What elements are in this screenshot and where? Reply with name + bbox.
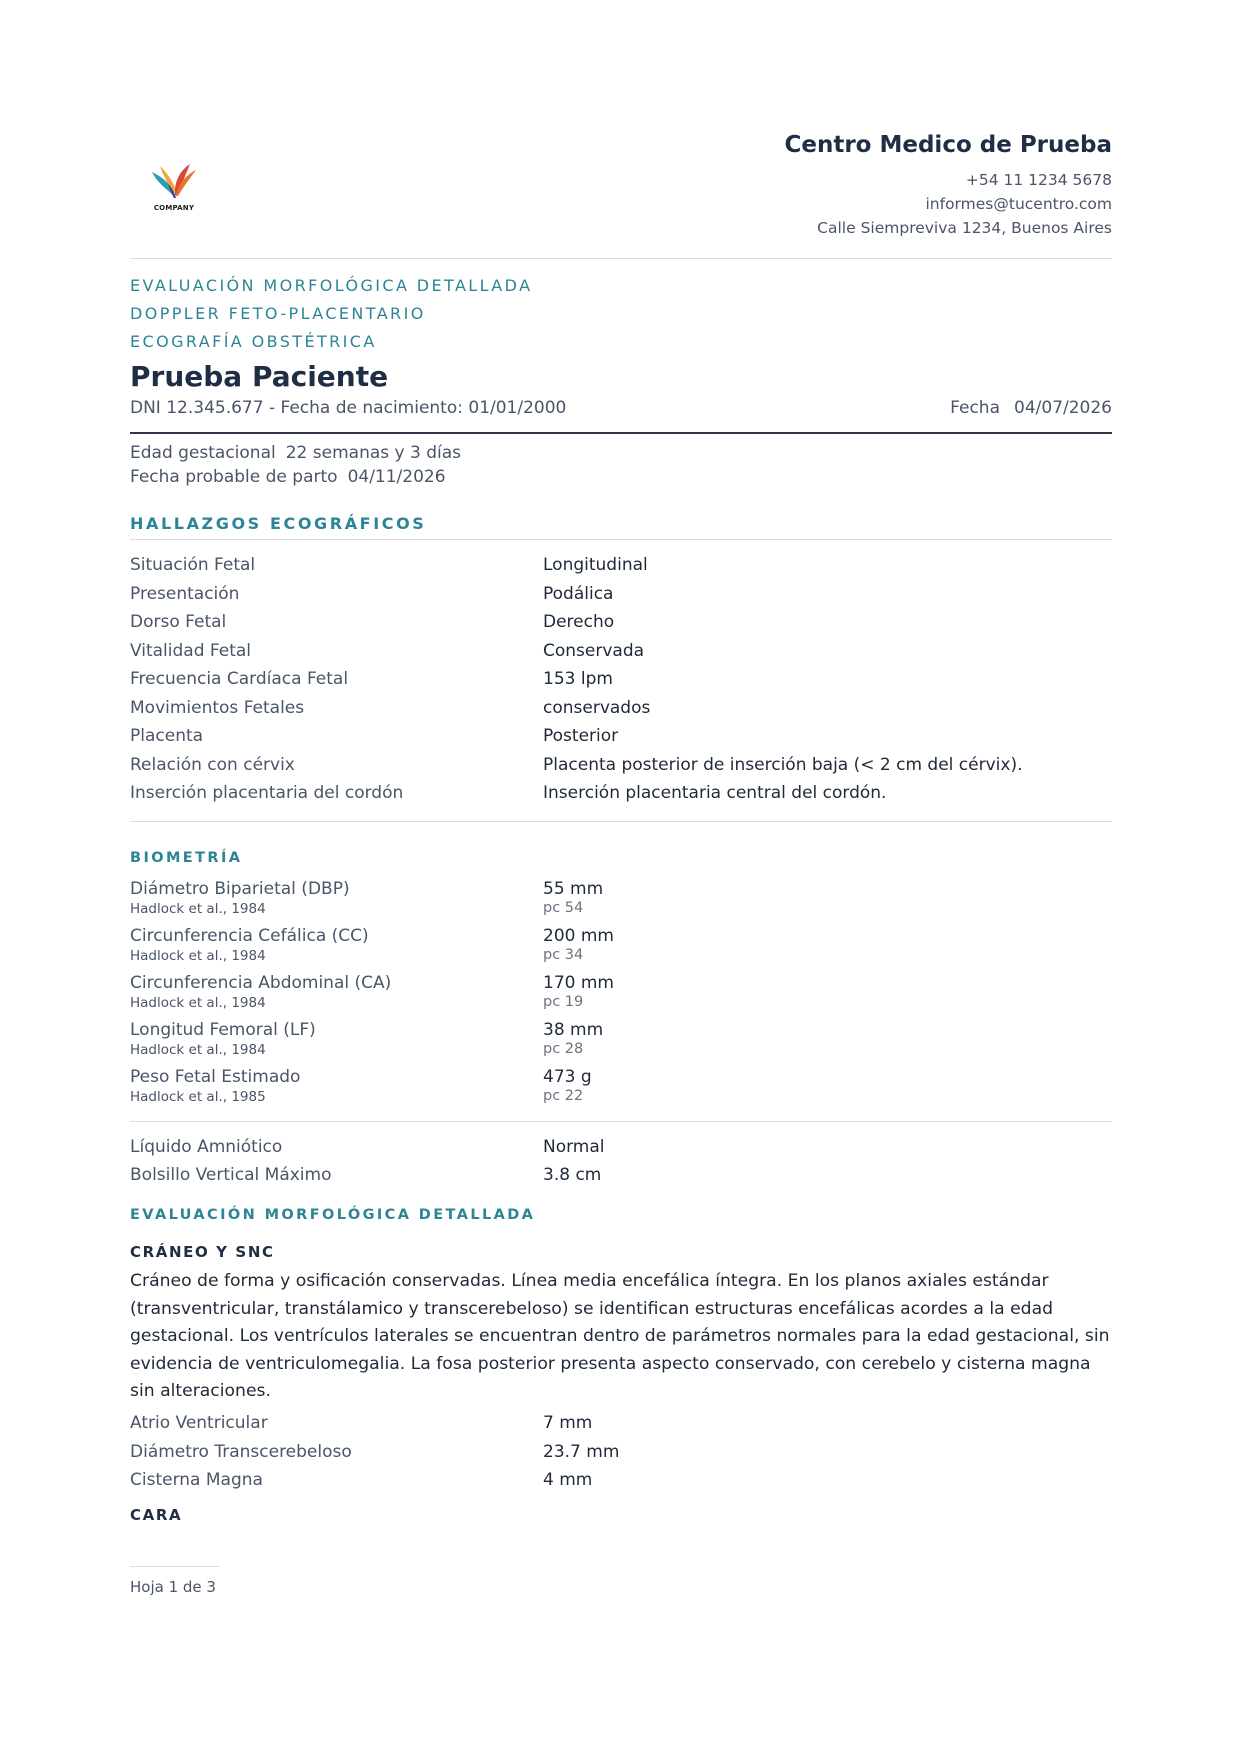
wing-logo-icon bbox=[146, 154, 202, 204]
due-date-label: Fecha probable de parto bbox=[130, 467, 338, 487]
clinic-name: Centro Medico de Prueba bbox=[784, 132, 1112, 158]
findings-value: Podálica bbox=[543, 583, 614, 604]
biometry-value: 55 mm bbox=[543, 879, 604, 899]
findings-value: Placenta posterior de inserción baja (< 2 cm del cérvix). bbox=[543, 754, 1023, 775]
findings-value: Derecho bbox=[543, 612, 615, 632]
biometry-title: BIOMETRÍA bbox=[130, 850, 243, 866]
logo-text: COMPANY bbox=[153, 204, 195, 212]
biometry-reference: Hadlock et al., 1985 bbox=[130, 1089, 266, 1105]
findings-value: Posterior bbox=[543, 726, 619, 746]
biometry-value: 200 mm bbox=[543, 926, 614, 946]
findings-row bbox=[130, 612, 1112, 640]
amniotic-label: Bolsillo Vertical Máximo bbox=[130, 1165, 332, 1185]
biometry-percentile: pc 19 bbox=[543, 994, 584, 1010]
biometry-percentile: pc 54 bbox=[543, 900, 584, 916]
divider bbox=[130, 539, 1112, 540]
findings-row bbox=[130, 669, 1112, 697]
biometry-row bbox=[130, 1067, 1112, 1113]
amniotic-label: Líquido Amniótico bbox=[130, 1137, 283, 1157]
gestational-age-value: 22 semanas y 3 días bbox=[285, 443, 461, 463]
findings-label: Dorso Fetal bbox=[130, 612, 227, 632]
due-date-value: 04/11/2026 bbox=[347, 467, 446, 487]
report-date-value: 04/07/2026 bbox=[1014, 398, 1112, 418]
biometry-value: 38 mm bbox=[543, 1020, 604, 1040]
biometry-label: Peso Fetal Estimado bbox=[130, 1067, 301, 1087]
amniotic-row bbox=[130, 1165, 1112, 1193]
amniotic-row bbox=[130, 1137, 1112, 1165]
findings-value: Longitudinal bbox=[543, 555, 648, 575]
due-date bbox=[130, 467, 446, 487]
biometry-percentile: pc 22 bbox=[543, 1088, 584, 1104]
report-date-label: Fecha bbox=[950, 398, 1001, 418]
skull-description: Cráneo de forma y osificación conservadas. Línea media encefálica íntegra. En los planos axiales estándar (transventricular, transtálamico y transcerebeloso) se identifican estructuras encefálicas acordes a la edad gestacional. Los ventrículos laterales se encuentran dentro de parámetros normales para la edad gestacional, sin evidencia de ventriculomegalia. La fosa posterior presenta aspecto conservado, con cerebelo y cisterna magna sin alteraciones. bbox=[130, 1271, 1110, 1402]
findings-label: Movimientos Fetales bbox=[130, 697, 305, 718]
findings-label: Placenta bbox=[130, 726, 204, 746]
findings-label: Situación Fetal bbox=[130, 555, 256, 575]
findings-label: Vitalidad Fetal bbox=[130, 640, 252, 661]
biometry-value: 170 mm bbox=[543, 973, 614, 993]
findings-row bbox=[130, 698, 1112, 726]
biometry-label: Circunferencia Cefálica (CC) bbox=[130, 926, 369, 946]
divider bbox=[130, 432, 1112, 434]
biometry-row bbox=[130, 1020, 1112, 1066]
skull-row bbox=[130, 1470, 1112, 1498]
divider bbox=[130, 1121, 1112, 1122]
divider bbox=[130, 821, 1112, 822]
skull-row bbox=[130, 1442, 1112, 1470]
report-header bbox=[130, 130, 1112, 259]
study-item: EVALUACIÓN MORFOLÓGICA DETALLADA bbox=[130, 276, 533, 295]
face-title: CARA bbox=[130, 1506, 183, 1524]
biometry-value: 473 g bbox=[543, 1067, 592, 1087]
skull-value: 7 mm bbox=[543, 1413, 593, 1433]
findings-row bbox=[130, 726, 1112, 754]
skull-row bbox=[130, 1413, 1112, 1441]
biometry-reference: Hadlock et al., 1984 bbox=[130, 948, 266, 964]
skull-title: CRÁNEO Y SNC bbox=[130, 1243, 275, 1261]
footer-divider bbox=[130, 1566, 220, 1567]
clinic-address: Calle Siempreviva 1234, Buenos Aires bbox=[817, 219, 1112, 237]
findings-title: HALLAZGOS ECOGRÁFICOS bbox=[130, 514, 427, 533]
skull-label: Atrio Ventricular bbox=[130, 1413, 268, 1433]
findings-value: conservados bbox=[543, 697, 651, 718]
morphology-title: EVALUACIÓN MORFOLÓGICA DETALLADA bbox=[130, 1207, 536, 1223]
findings-value: 153 lpm bbox=[543, 669, 613, 689]
findings-row bbox=[130, 755, 1112, 783]
biometry-reference: Hadlock et al., 1984 bbox=[130, 901, 266, 917]
clinic-email: informes@tucentro.com bbox=[925, 195, 1112, 213]
amniotic-value: 3.8 cm bbox=[543, 1165, 602, 1185]
biometry-percentile: pc 34 bbox=[543, 947, 584, 963]
clinic-phone: +54 11 1234 5678 bbox=[965, 171, 1112, 189]
skull-value: 23.7 mm bbox=[543, 1441, 620, 1462]
biometry-label: Diámetro Biparietal (DBP) bbox=[130, 879, 350, 899]
findings-row bbox=[130, 783, 1112, 811]
skull-label: Cisterna Magna bbox=[130, 1470, 263, 1490]
biometry-row bbox=[130, 879, 1112, 925]
skull-value: 4 mm bbox=[543, 1470, 593, 1490]
findings-row bbox=[130, 641, 1112, 669]
biometry-label: Circunferencia Abdominal (CA) bbox=[130, 973, 392, 993]
findings-value: Inserción placentaria central del cordón. bbox=[543, 783, 887, 803]
findings-label: Relación con cérvix bbox=[130, 754, 295, 775]
patient-name: Prueba Paciente bbox=[130, 360, 389, 393]
biometry-label: Longitud Femoral (LF) bbox=[130, 1020, 316, 1040]
company-logo bbox=[146, 154, 202, 216]
biometry-reference: Hadlock et al., 1984 bbox=[130, 995, 266, 1011]
biometry-row bbox=[130, 973, 1112, 1019]
findings-value: Conservada bbox=[543, 640, 645, 661]
report-date bbox=[950, 398, 1112, 418]
study-item: ECOGRAFÍA OBSTÉTRICA bbox=[130, 332, 377, 351]
page-number: Hoja 1 de 3 bbox=[130, 1578, 216, 1596]
findings-label: Inserción placentaria del cordón bbox=[130, 783, 404, 803]
gestational-age-label: Edad gestacional bbox=[130, 443, 276, 463]
biometry-row bbox=[130, 926, 1112, 972]
biometry-reference: Hadlock et al., 1984 bbox=[130, 1042, 266, 1058]
findings-label: Frecuencia Cardíaca Fetal bbox=[130, 669, 349, 689]
study-item: DOPPLER FETO-PLACENTARIO bbox=[130, 304, 426, 323]
biometry-percentile: pc 28 bbox=[543, 1041, 584, 1057]
findings-label: Presentación bbox=[130, 583, 240, 604]
findings-row bbox=[130, 584, 1112, 612]
skull-label: Diámetro Transcerebeloso bbox=[130, 1441, 352, 1462]
gestational-age bbox=[130, 443, 461, 463]
patient-id-line: DNI 12.345.677 - Fecha de nacimiento: 01/01/2000 bbox=[130, 398, 567, 418]
findings-row bbox=[130, 555, 1112, 583]
amniotic-value: Normal bbox=[543, 1137, 605, 1157]
